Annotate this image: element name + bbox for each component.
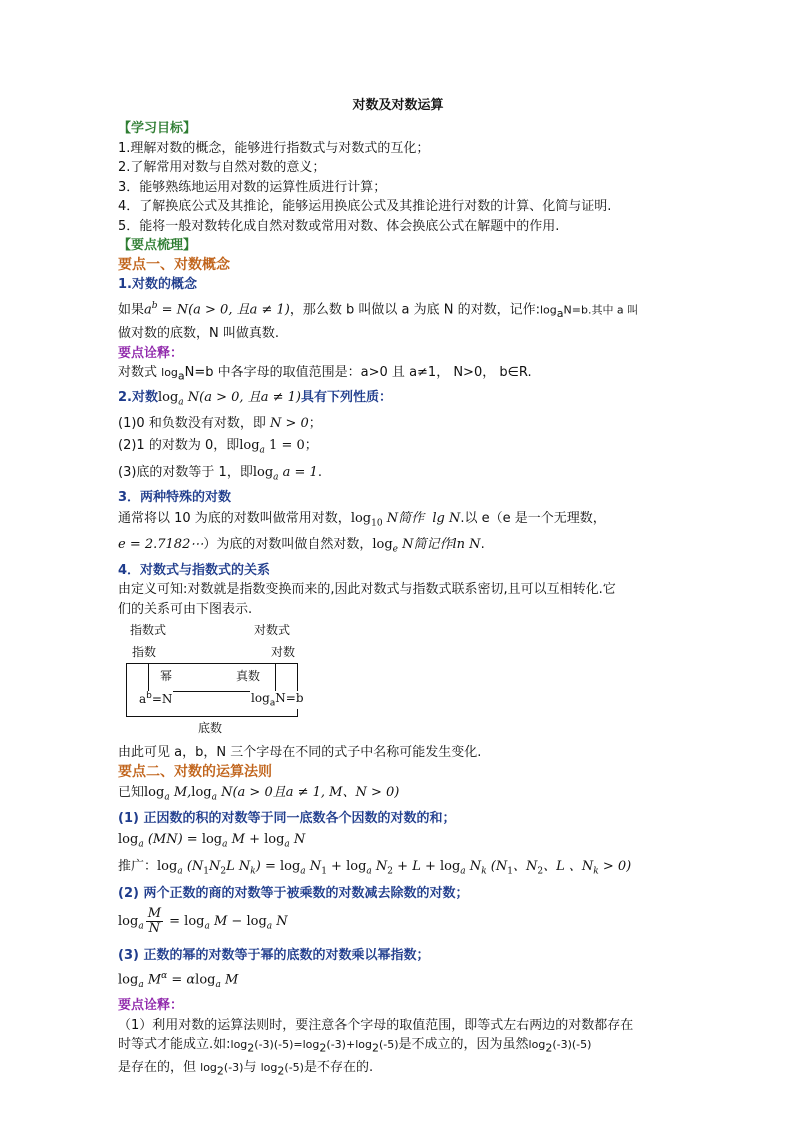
rule3-formula: $\log_a M^\alpha = \alpha\log_a$ M [118,971,239,991]
rules-intro: 已知$\log_a M,\log_a$ N(a > 0且a ≠ 1, M、N > 0) [118,785,400,804]
diagram-log-equation: $\log_aN=b$ [251,691,304,709]
point2-heading: 要点二、对数的运算法则 [118,763,272,780]
page-title: 对数及对数运算 [352,98,444,113]
diagram-exponent-label: 指数 [132,645,157,660]
rule2-title: (2) 两个正数的商的对数等于被乘数的对数减去除数的对数； [118,885,469,901]
objective-item: 4．了解换底公式及其推论，能够运用换底公式及其推论进行对数的计算、化简与证明. [118,199,612,214]
diagram-antilog-label: 真数 [236,669,261,684]
note-text-line: （1）利用对数的运算法则时，要注意各个字母的取值范围，即等式左右两边的对数都存在 [118,1017,634,1033]
diagram-logarithm-label: 对数 [271,645,296,660]
objective-item: 3．能够熟练地运用对数的运算性质进行计算； [118,179,387,195]
exp-log-relation-diagram [126,621,326,739]
point1-heading: 要点一、对数概念 [118,256,230,273]
definition-line-2: 做对数的底数，N 叫做真数. [118,326,279,342]
relation-text: 由定义可知:对数就是指数变换而来的,因此对数式与指数式联系密切,且可以互相转化.它 [118,582,616,598]
property-item: (2)1 的对数为 0，即$\log_a 1 = 0$； [118,438,318,456]
definition-line: 如果$a^b = N(a > 0$, 且a ≠ 1)，那么数 b 叫做以 a 为底 N 的对数，记作$:\log_aN=b$.其中 a 叫 [118,300,639,320]
properties-title: 2.对数$\log_a N(a > 0$, 且a ≠ 1)具有下列性质： [118,389,392,408]
diagram-exp-form-label: 指数式 [130,623,167,638]
rule1-title: (1) 正因数的积的对数等于同一底数各个因数的对数的和； [118,811,456,827]
rule2-formula: $\log_a$ $\frac{M}{N}$ = $\log_a M - \log_a N$ [118,906,288,937]
special-logs-line: 通常将以 10 为底的对数叫做常用对数，$\log_{10} N$简作 lg N.以 e（e 是一个无理数， [118,510,606,529]
rule1-formula: $\log_a (MN) = \log_a M + \log_a N$ [118,831,306,850]
property-item: (3)底的对数等于 1，即$\log_a a = 1$. [118,464,322,483]
property-item: (1)0 和负数没有对数，即 N > 0； [118,416,322,432]
note-label-2: 要点诠释： [118,998,184,1014]
diagram-exp-equation: $a^b=N$ [139,691,173,707]
objective-item: 5．能将一般对数转化成自然对数或常用对数、体会换底公式在解题中的作用. [118,218,560,234]
note-label: 要点诠释： [118,345,184,361]
summary-header: 【要点梳理】 [118,238,197,253]
special-logs-title: 3．两种特殊的对数 [118,490,232,506]
document-page [118,94,678,1081]
relation-title: 4．对数式与指数式的关系 [118,562,271,578]
diagram-base-label: 底数 [198,721,223,736]
rule3-title: (3) 正数的幂的对数等于幂的底数的对数乘以幂指数； [118,947,430,963]
note-text-line: 是存在的，但 $\log_2(-3)$与 $\log_2(-5)$是不存在的. [118,1060,374,1078]
note-text: 对数式 $\log_aN=b$ 中各字母的取值范围是：a>0 且 a≠1， N>0， b∈R. [118,365,532,384]
diagram-log-form-label: 对数式 [254,623,291,638]
rule1-generalization: 推广：$\log_a (N_1N_2L$ $N_k) = \log_a N_1 + \log_a N_2 + L + \log_a N_k$ ($N_1$、$N_2$、L 、$N_k > 0$) [118,859,632,877]
concept-title: 1.对数的概念 [118,277,197,292]
diagram-power-label: 幂 [160,669,173,684]
note-text-line: 时等式才能成立.如$:\log_2(-3)(-5)=\log_2(-3)+\log_2(-5)$是不成立的，因为虽然$\log_2(-3)(-5)$ [118,1037,592,1055]
fraction-m-over-n: $\frac{M}{N}$ [147,906,161,937]
relation-text-2: 们的关系可由下图表示. [118,601,253,617]
relation-conclusion: 由此可见 a，b，N 三个字母在不同的式子中名称可能发生变化. [118,745,482,761]
objective-item: 1.理解对数的概念，能够进行指数式与对数式的互化； [118,140,430,156]
objectives-header: 【学习目标】 [118,121,197,136]
objective-item: 2.了解常用对数与自然对数的意义； [118,160,326,175]
special-logs-line-2: e = 2.7182⋯）为底的对数叫做自然对数，$\log_e N$简记作ln N. [118,537,485,555]
